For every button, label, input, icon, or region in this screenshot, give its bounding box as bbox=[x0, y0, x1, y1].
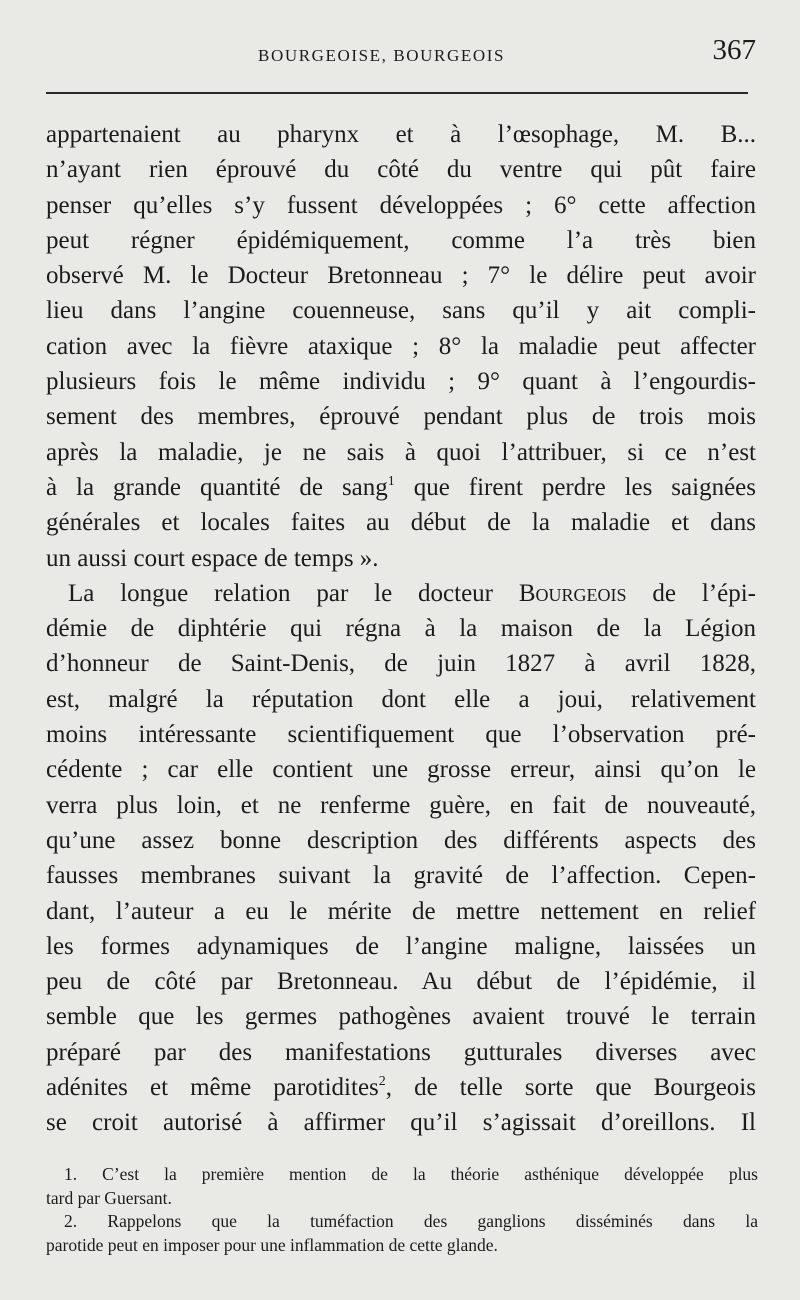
text-line: un aussi court espace de temps ». bbox=[46, 544, 379, 572]
text-line: cédente ; car elle contient une grosse erreur, ainsi qu’on le bbox=[46, 756, 756, 784]
text-line: qu’une assez bonne description des différents aspects des bbox=[46, 826, 756, 854]
text-line: démie de diphtérie qui régna à la maison de la Légion bbox=[46, 615, 756, 643]
text-line: penser qu’elles s’y fussent développées ; 6° cette affection bbox=[46, 191, 756, 219]
text-line: cation avec la fièvre ataxique ; 8° la maladie peut affecter bbox=[46, 332, 756, 360]
text-line: préparé par des manifestations gutturales diverses avec bbox=[46, 1038, 756, 1066]
footnotes bbox=[46, 1163, 758, 1257]
text-line: plusieurs fois le même individu ; 9° quant à l’engourdis- bbox=[46, 368, 756, 396]
text-line: est, malgré la réputation dont elle a joui, relativement bbox=[46, 685, 756, 713]
footnote-line: parotide peut en imposer pour une inflammation de cette glande. bbox=[46, 1234, 498, 1255]
footnote-mark: 2 bbox=[378, 1074, 386, 1090]
body-text bbox=[46, 117, 756, 1141]
text-line: sement des membres, éprouvé pendant plus de trois mois bbox=[46, 403, 756, 431]
text-line: peut régner épidémiquement, comme l’a très bien bbox=[46, 226, 756, 254]
text-segment: adénites et même parotidites bbox=[46, 1074, 379, 1102]
text-segment: La longue relation par le docteur bbox=[68, 579, 519, 607]
running-title: BOURGEOISE, BOURGEOIS bbox=[258, 46, 506, 65]
header-rule bbox=[46, 92, 748, 94]
footnote-line: tard par Guersant. bbox=[46, 1187, 172, 1208]
text-line: verra plus loin, et ne renferme guère, en fait de nouveauté, bbox=[46, 791, 756, 819]
text-line bbox=[46, 576, 756, 611]
text-segment: de l’épi- bbox=[626, 579, 756, 607]
text-line: n’ayant rien éprouvé du côté du ventre qui pût faire bbox=[46, 156, 756, 184]
text-line: fausses membranes suivant la gravité de l’affection. Cepen- bbox=[46, 862, 756, 890]
text-line: générales et locales faites au début de la maladie et dans bbox=[46, 509, 756, 537]
text-line: observé M. le Docteur Bretonneau ; 7° le délire peut avoir bbox=[46, 262, 756, 290]
text-line: moins intéressante scientifiquement que l’observation pré- bbox=[46, 721, 756, 749]
text-line: se croit autorisé à affirmer qu’il s’agissait d’oreillons. Il bbox=[46, 1109, 756, 1137]
text-line bbox=[46, 1070, 756, 1105]
text-line: peu de côté par Bretonneau. Au début de l’épidémie, il bbox=[46, 968, 756, 996]
text-segment: que firent perdre les saignées bbox=[413, 473, 756, 501]
footnote-line: 2. Rappelons que la tuméfaction des ganglions disséminés dans la bbox=[64, 1211, 758, 1231]
text-line bbox=[46, 470, 756, 505]
footnote-line: 1. C’est la première mention de la théorie asthénique développée plus bbox=[64, 1164, 758, 1184]
footnote-mark: 1 bbox=[387, 473, 395, 489]
text-line: semble que les germes pathogènes avaient trouvé le terrain bbox=[46, 1003, 756, 1031]
text-line: appartenaient au pharynx et à l’œsophage, M. B... bbox=[46, 121, 756, 148]
text-segment: à la grande quantité de sang bbox=[46, 473, 388, 501]
running-head bbox=[46, 34, 756, 74]
text-line: lieu dans l’angine couenneuse, sans qu’il y ait compli- bbox=[46, 297, 756, 325]
text-line: après la maladie, je ne sais à quoi l’attribuer, si ce n’est bbox=[46, 438, 756, 466]
text-line: les formes adynamiques de l’angine maligne, laissées un bbox=[46, 932, 756, 960]
text-segment: , de telle sorte que Bourgeois bbox=[385, 1074, 756, 1102]
author-name: Bourgeois bbox=[518, 579, 627, 607]
text-line: d’honneur de Saint-Denis, de juin 1827 à avril 1828, bbox=[46, 650, 756, 678]
page-number: 367 bbox=[712, 34, 756, 66]
text-line: dant, l’auteur a eu le mérite de mettre nettement en relief bbox=[46, 897, 756, 925]
